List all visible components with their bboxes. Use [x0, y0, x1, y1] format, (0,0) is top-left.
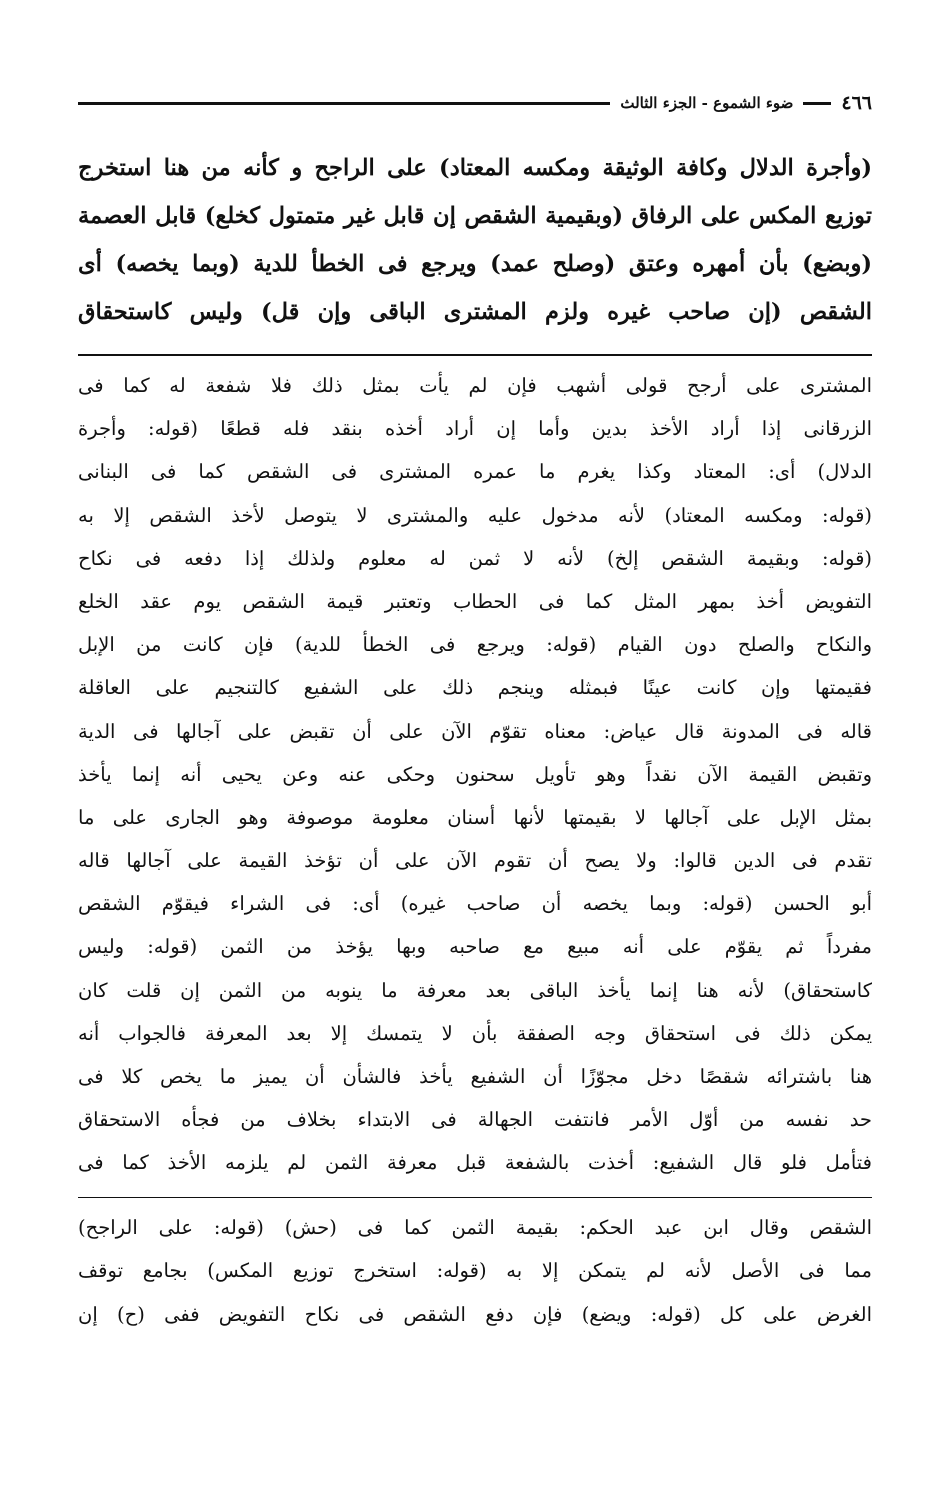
footnote-line: الشقص وقال ابن عبد الحكم: بقيمة الثمن كما فى (حش) (قوله: على الراجح)	[78, 1215, 872, 1239]
commentary-line: يمكن ذلك فى استحقاق وجه الصفقة بأن لا يتمسك إلا بعد المعرفة فالجواب أنه	[78, 1021, 872, 1045]
header-rule-long	[78, 102, 610, 105]
commentary-line: والنكاح والصلح دون القيام (قوله: ويرجع فى الخطأ للدية) فإن كانت من الإبل	[78, 633, 872, 657]
main-text-block	[78, 144, 872, 336]
commentary-line: بمثل الإبل على آجالها لا بقيمتها لأنها أسنان معلومة موصوفة وهو الجارى على ما	[78, 805, 872, 829]
main-text-line: الشقص (إن صاحب غيره ولزم المشترى الباقى وإن قل) وليس كاستحقاق	[78, 299, 872, 325]
commentary-line: الزرقانى إذا أراد الأخذ بدين وأما إن أراد أخذه بنقد فله قطعًا (قوله: وأجرة	[78, 417, 872, 441]
main-text-line: (وأجرة الدلال وكافة الوثيقة ومكسه المعتاد) على الراجح و كأنه من هنا استخرج	[78, 155, 872, 181]
footnote-block	[78, 1206, 872, 1337]
footnote-divider	[78, 1197, 872, 1198]
commentary-line: قاله فى المدونة قال عياض: معناه تقوّم الآن على أن تقبض على آجالها فى الدية	[78, 719, 872, 743]
main-text-line: (وبضع) بأن أمهره وعتق (وصلح عمد) ويرجع فى الخطأ للدية (وبما يخصه) أى	[78, 251, 872, 277]
main-commentary-divider	[78, 354, 872, 356]
commentary-line: فتأمل فلو قال الشفيع: أخذت بالشفعة قبل معرفة الثمن لم يلزمه الأخذ كما فى	[78, 1151, 872, 1175]
commentary-line: (قوله: ومكسه المعتاد) لأنه مدخول عليه والمشترى لا يتوصل لأخذ الشقص إلا به	[78, 503, 872, 527]
commentary-line: المشترى على أرجح قولى أشهب فإن لم يأت بمثل ذلك فلا شفعة له كما فى	[78, 374, 872, 397]
running-title: ضوء الشموع - الجزء الثالث	[620, 94, 794, 112]
commentary-line: فقيمتها وإن كانت عينًا فبمثله وينجم ذلك على الشفيع كالتنجيم على العاقلة	[78, 676, 872, 700]
page-number: ٤٦٦	[841, 92, 872, 114]
commentary-line: تقدم فى الدين قالوا: ولا يصح أن تقوم الآن على أن تؤخذ القيمة على آجالها قاله	[78, 849, 872, 873]
running-header	[78, 88, 872, 118]
footnote-line: مما فى الأصل لأنه لم يتمكن إلا به (قوله: استخرج توزيع المكس) بجامع توقف	[78, 1259, 872, 1283]
header-rule-short	[803, 102, 831, 105]
main-text-line: توزيع المكس على الرفاق (وبقيمية الشقص إن قابل غير متمتول كخلع) قابل العصمة	[78, 203, 872, 229]
footnote-line: الغرض على كل (قوله: ويضع) فإن دفع الشقص فى نكاح التفويض ففى (ح) إن	[78, 1302, 872, 1326]
commentary-line: (قوله: وبقيمة الشقص إلخ) لأنه لا ثمن له معلوم ولذلك إذا دفعه فى نكاح	[78, 546, 872, 570]
commentary-line: التفويض أخذ بمهر المثل كما فى الحطاب وتعتبر قيمة الشقص يوم عقد الخلع	[78, 589, 872, 613]
commentary-line: أبو الحسن (قوله: وبما يخصه أن صاحب غيره) أى: فى الشراء فيقوّم الشقص	[78, 892, 872, 916]
commentary-line: كاستحقاق) لأنه هنا إنما يأخذ الباقى بعد معرفة ما ينوبه من الثمن إن قلت كان	[78, 978, 872, 1002]
commentary-line: مفرداً ثم يقوّم على أنه مبيع مع صاحبه وبها يؤخذ من الثمن (قوله: وليس	[78, 935, 872, 959]
commentary-line: هنا باشترائه شقصًا دخل مجوّزًا أن الشفيع يأخذ فالشأن أن يميز ما يخص كلا فى	[78, 1065, 872, 1088]
commentary-line: الدلال) أى: المعتاد وكذا يغرم ما عمره المشترى فى الشقص كما فى البنانى	[78, 460, 872, 484]
commentary-line: حد نفسه من أوّل الأمر فانتفت الجهالة فى الابتداء بخلاف من فجأه الاستحقاق	[78, 1108, 872, 1132]
commentary-block	[78, 364, 872, 1185]
page	[78, 88, 872, 1336]
commentary-line: وتقبض القيمة الآن نقداً وهو تأويل سحنون وحكى عنه وعن يحيى أنه إنما يأخذ	[78, 762, 872, 786]
